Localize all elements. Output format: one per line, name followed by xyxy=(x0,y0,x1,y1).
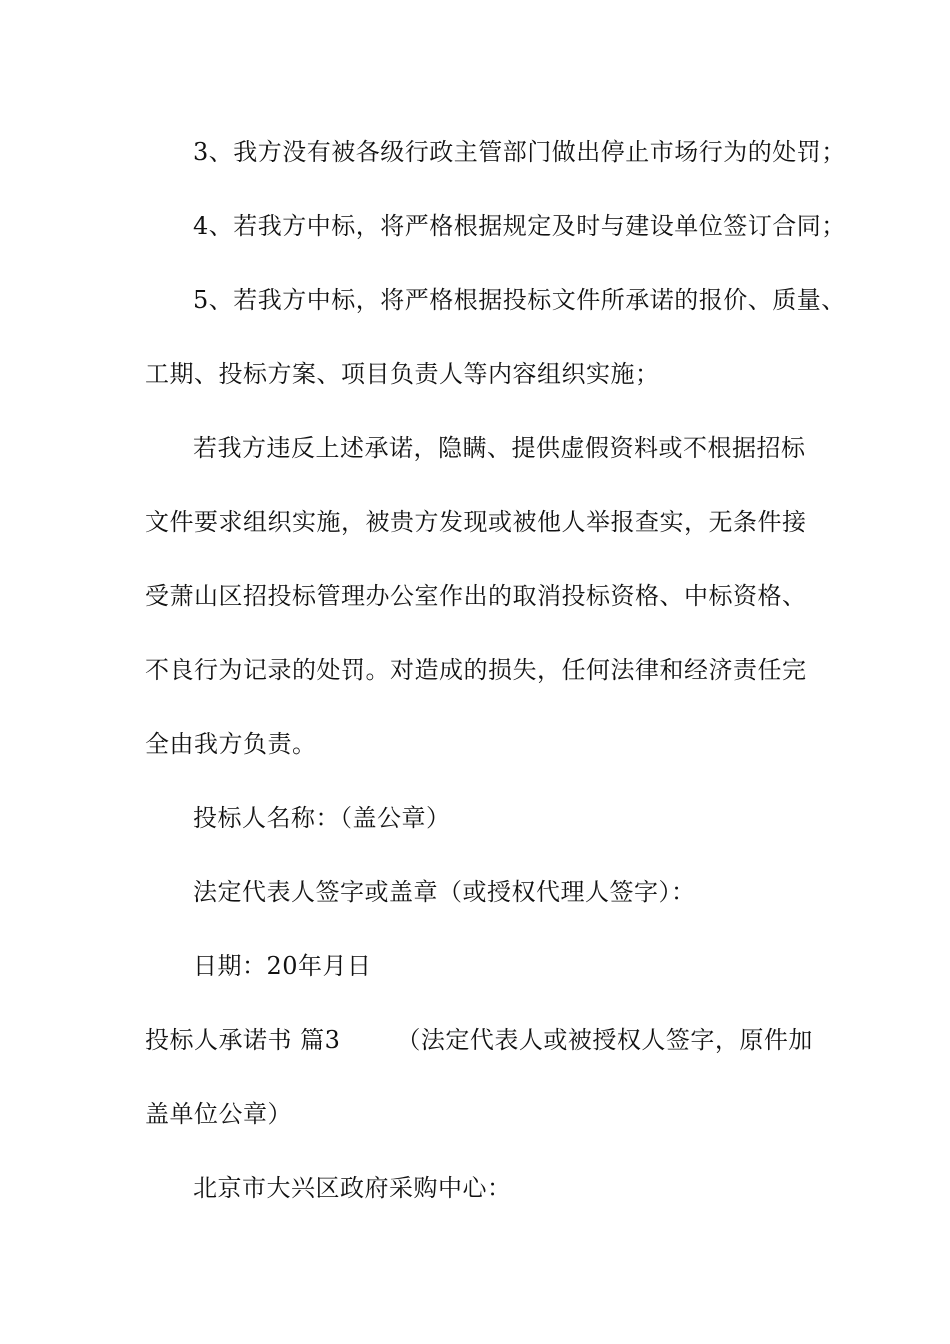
paragraph-commitment-line3: 受萧山区招投标管理办公室作出的取消投标资格、中标资格、 xyxy=(145,582,807,610)
section-title: 投标人承诺书 篇3 xyxy=(145,1026,341,1054)
section-note-line2: 盖单位公章） xyxy=(145,1100,292,1128)
section-note: （法定代表人或被授权人签字，原件加 xyxy=(396,1026,813,1054)
section-heading-line xyxy=(145,1025,813,1055)
paragraph-item-5-line1: 5、若我方中标，将严格根据投标文件所承诺的报价、质量、 xyxy=(193,286,846,314)
addressee-line: 北京市大兴区政府采购中心： xyxy=(193,1174,512,1202)
paragraph-commitment-line1: 若我方违反上述承诺，隐瞒、提供虚假资料或不根据招标 xyxy=(193,434,806,462)
paragraph-commitment-line4: 不良行为记录的处罚。对造成的损失，任何法律和经济责任完 xyxy=(145,656,807,684)
paragraph-item-4: 4、若我方中标，将严格根据规定及时与建设单位签订合同； xyxy=(193,212,846,240)
date-line: 日期：20年月日 xyxy=(193,952,372,980)
paragraph-item-5-line2: 工期、投标方案、项目负责人等内容组织实施； xyxy=(145,360,660,388)
paragraph-commitment-line5: 全由我方负责。 xyxy=(145,730,317,758)
paragraph-commitment-line2: 文件要求组织实施，被贵方发现或被他人举报查实，无条件接 xyxy=(145,508,807,536)
paragraph-item-3: 3、我方没有被各级行政主管部门做出停止市场行为的处罚； xyxy=(193,138,846,166)
legal-representative-line: 法定代表人签字或盖章（或授权代理人签字）： xyxy=(193,878,696,906)
bidder-name-line: 投标人名称：（盖公章） xyxy=(193,804,451,832)
